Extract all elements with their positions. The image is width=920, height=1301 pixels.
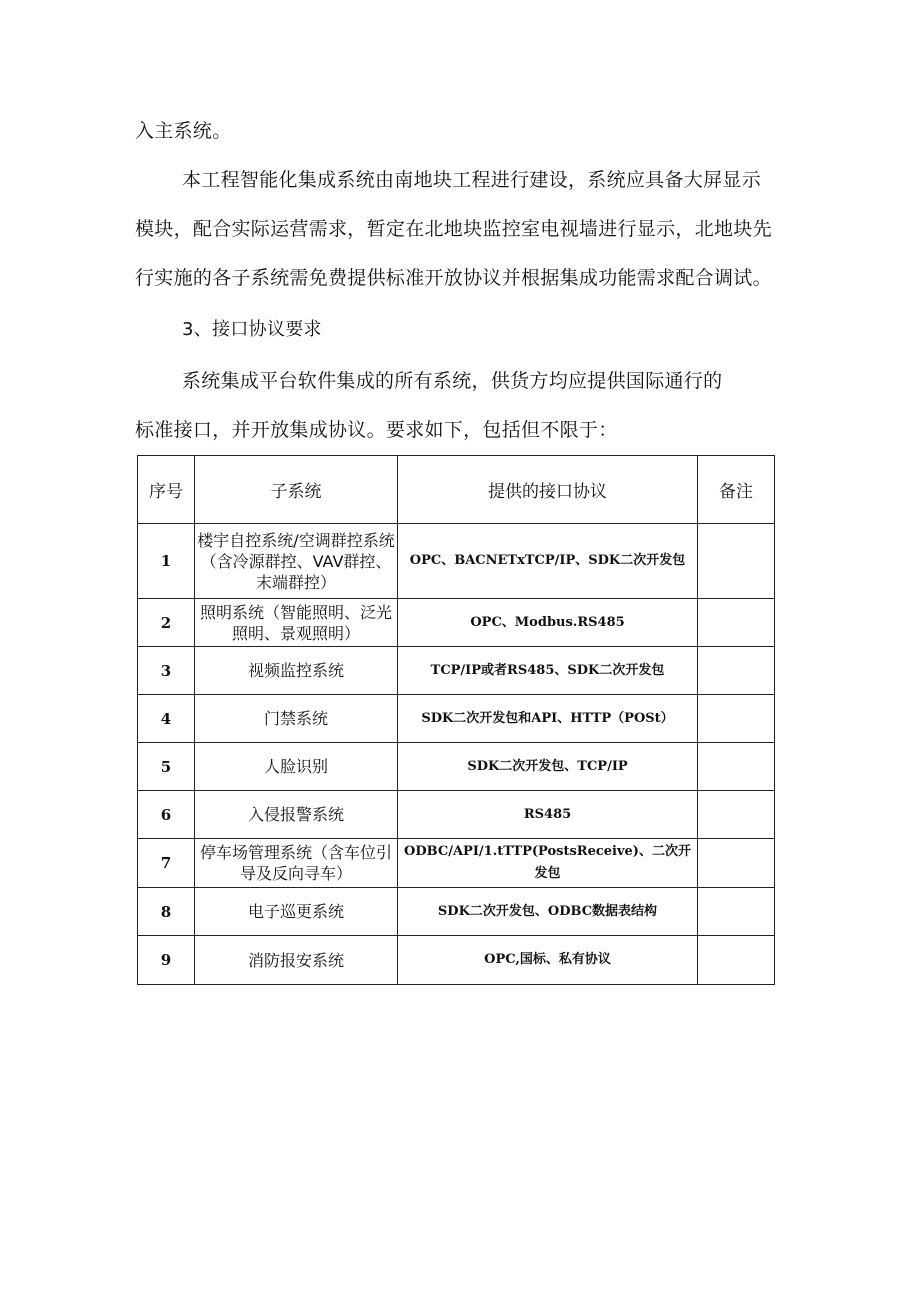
- row-protocol-cell: [398, 839, 698, 888]
- table-row: [138, 743, 775, 791]
- row-protocol: OPC、Modbus.RS485: [398, 599, 698, 647]
- paragraph-line: 本工程智能化集成系统由南地块工程进行建设，系统应具备大屏显示: [182, 169, 762, 191]
- row-note: [698, 839, 775, 888]
- row-protocol: ODBC/API/1.tTTP(PostsReceive)、二次开发包: [404, 844, 691, 881]
- row-note: [698, 888, 775, 936]
- row-no: 9: [138, 936, 195, 985]
- row-no: 1: [138, 524, 195, 599]
- row-protocol: SDK二次开发包、TCP/IP: [398, 743, 698, 791]
- paragraph-line: 模块，配合实际运营需求，暂定在北地块监控室电视墙进行显示，北地块先: [135, 218, 772, 240]
- row-subsystem: 楼宇自控系统/空调群控系统（含冷源群控、VAV群控、末端群控）: [195, 524, 398, 599]
- row-protocol: SDK二次开发包和API、HTTP（POSt）: [398, 695, 698, 743]
- row-protocol: SDK二次开发包、ODBC数据表结构: [398, 888, 698, 936]
- row-no: 8: [138, 888, 195, 936]
- row-no: 5: [138, 743, 195, 791]
- row-note: [698, 647, 775, 695]
- table-row: [138, 647, 775, 695]
- header-no: 序号: [138, 456, 195, 524]
- row-no: 4: [138, 695, 195, 743]
- paragraph-line: 行实施的各子系统需免费提供标准开放协议并根据集成功能需求配合调试。: [135, 267, 772, 289]
- section-heading: 3、接口协议要求: [182, 319, 322, 340]
- header-note: 备注: [698, 456, 775, 524]
- row-protocol: OPC,国标、私有协议: [398, 936, 698, 985]
- row-note: [698, 524, 775, 599]
- row-note: [698, 791, 775, 839]
- table-row: [138, 888, 775, 936]
- table-row: [138, 524, 775, 599]
- row-protocol: OPC、BACNETxTCP/IP、SDK二次开发包: [398, 524, 698, 599]
- row-subsystem: 人脸识别: [195, 743, 398, 791]
- row-subsystem: 照明系统（智能照明、泛光照明、景观照明）: [195, 599, 398, 647]
- table-header-row: [138, 456, 775, 524]
- paragraph-line: 入主系统。: [135, 120, 232, 142]
- row-no: 2: [138, 599, 195, 647]
- paragraph-line: 标准接口，并开放集成协议。要求如下，包括但不限于：: [135, 419, 618, 441]
- table-row: [138, 936, 775, 985]
- paragraph-line: 系统集成平台软件集成的所有系统，供货方均应提供国际通行的: [182, 370, 723, 392]
- row-note: [698, 695, 775, 743]
- row-protocol: RS485: [398, 791, 698, 839]
- row-subsystem: 电子巡更系统: [195, 888, 398, 936]
- row-note: [698, 743, 775, 791]
- header-subsystem: 子系统: [195, 456, 398, 524]
- row-protocol: TCP/IP或者RS485、SDK二次开发包: [398, 647, 698, 695]
- protocol-table: [137, 455, 775, 985]
- row-note: [698, 599, 775, 647]
- row-no: 7: [138, 839, 195, 888]
- table-row: [138, 839, 775, 888]
- header-protocol: 提供的接口协议: [398, 456, 698, 524]
- row-subsystem: 消防报安系统: [195, 936, 398, 985]
- row-note: [698, 936, 775, 985]
- row-no: 6: [138, 791, 195, 839]
- table-row: [138, 695, 775, 743]
- table-row: [138, 599, 775, 647]
- table-row: [138, 791, 775, 839]
- row-subsystem: 视频监控系统: [195, 647, 398, 695]
- row-subsystem: 门禁系统: [195, 695, 398, 743]
- row-no: 3: [138, 647, 195, 695]
- row-subsystem: 入侵报警系统: [195, 791, 398, 839]
- row-subsystem: 停车场管理系统（含车位引导及反向寻车）: [195, 839, 398, 888]
